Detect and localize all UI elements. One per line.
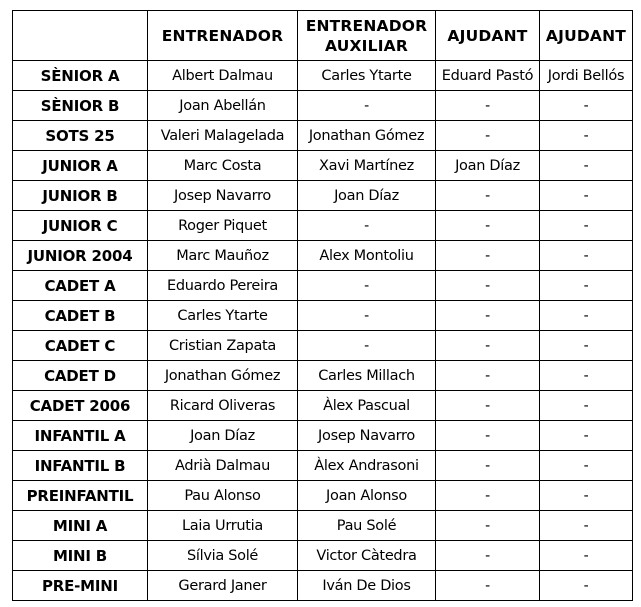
table-row	[13, 391, 633, 421]
helper-1-cell: -	[436, 181, 540, 211]
table-row	[13, 541, 633, 571]
coach-cell: Sílvia Solé	[148, 541, 298, 571]
helper-2-cell: -	[540, 421, 633, 451]
coach-cell: Joan Díaz	[148, 421, 298, 451]
coach-cell: Joan Abellán	[148, 91, 298, 121]
header-helper-2: AJUDANT	[540, 11, 633, 61]
helper-1-cell: -	[436, 541, 540, 571]
coach-cell: Carles Ytarte	[148, 301, 298, 331]
coach-cell: Josep Navarro	[148, 181, 298, 211]
team-cell: MINI A	[13, 511, 148, 541]
helper-2-cell: -	[540, 301, 633, 331]
team-cell: INFANTIL A	[13, 421, 148, 451]
helper-1-cell: -	[436, 481, 540, 511]
assistant-coach-cell: -	[298, 271, 436, 301]
table-row	[13, 211, 633, 241]
team-cell: JUNIOR B	[13, 181, 148, 211]
helper-2-cell: -	[540, 121, 633, 151]
table-row	[13, 451, 633, 481]
team-cell: JUNIOR A	[13, 151, 148, 181]
helper-2-cell: Jordi Bellós	[540, 61, 633, 91]
header-helper-1: AJUDANT	[436, 11, 540, 61]
helper-1-cell: -	[436, 361, 540, 391]
helper-1-cell: -	[436, 451, 540, 481]
helper-1-cell: -	[436, 121, 540, 151]
assistant-coach-cell: Carles Ytarte	[298, 61, 436, 91]
assistant-coach-cell: Jonathan Gómez	[298, 121, 436, 151]
helper-2-cell: -	[540, 481, 633, 511]
coach-cell: Laia Urrutia	[148, 511, 298, 541]
coach-cell: Valeri Malagelada	[148, 121, 298, 151]
header-coach: ENTRENADOR	[148, 11, 298, 61]
helper-1-cell: Joan Díaz	[436, 151, 540, 181]
table-row	[13, 361, 633, 391]
coach-cell: Pau Alonso	[148, 481, 298, 511]
team-cell: JUNIOR 2004	[13, 241, 148, 271]
helper-2-cell: -	[540, 541, 633, 571]
assistant-coach-cell: Àlex Pascual	[298, 391, 436, 421]
coach-cell: Adrià Dalmau	[148, 451, 298, 481]
helper-2-cell: -	[540, 451, 633, 481]
table-row	[13, 481, 633, 511]
table-row	[13, 301, 633, 331]
coach-cell: Eduardo Pereira	[148, 271, 298, 301]
table-row	[13, 61, 633, 91]
table-row	[13, 511, 633, 541]
helper-2-cell: -	[540, 331, 633, 361]
assistant-coach-cell: Josep Navarro	[298, 421, 436, 451]
coaches-table	[12, 10, 633, 601]
helper-1-cell: -	[436, 91, 540, 121]
assistant-coach-cell: -	[298, 211, 436, 241]
helper-1-cell: -	[436, 211, 540, 241]
helper-2-cell: -	[540, 361, 633, 391]
table-row	[13, 271, 633, 301]
team-cell: JUNIOR C	[13, 211, 148, 241]
table-row	[13, 421, 633, 451]
helper-2-cell: -	[540, 91, 633, 121]
assistant-coach-cell: Àlex Andrasoni	[298, 451, 436, 481]
helper-1-cell: -	[436, 571, 540, 601]
assistant-coach-cell: Iván De Dios	[298, 571, 436, 601]
coach-cell: Albert Dalmau	[148, 61, 298, 91]
coach-cell: Gerard Janer	[148, 571, 298, 601]
assistant-coach-cell: Joan Alonso	[298, 481, 436, 511]
team-cell: MINI B	[13, 541, 148, 571]
assistant-coach-cell: Xavi Martínez	[298, 151, 436, 181]
coach-cell: Jonathan Gómez	[148, 361, 298, 391]
table-row	[13, 121, 633, 151]
helper-1-cell: -	[436, 391, 540, 421]
team-cell: SÈNIOR A	[13, 61, 148, 91]
team-cell: INFANTIL B	[13, 451, 148, 481]
coach-cell: Marc Mauñoz	[148, 241, 298, 271]
helper-2-cell: -	[540, 181, 633, 211]
helper-1-cell: -	[436, 511, 540, 541]
table-row	[13, 91, 633, 121]
assistant-coach-cell: Joan Díaz	[298, 181, 436, 211]
helper-1-cell: -	[436, 421, 540, 451]
coach-cell: Ricard Oliveras	[148, 391, 298, 421]
table-row	[13, 181, 633, 211]
team-cell: SÈNIOR B	[13, 91, 148, 121]
coach-cell: Cristian Zapata	[148, 331, 298, 361]
assistant-coach-cell: -	[298, 301, 436, 331]
coach-cell: Roger Piquet	[148, 211, 298, 241]
helper-1-cell: Eduard Pastó	[436, 61, 540, 91]
helper-1-cell: -	[436, 271, 540, 301]
header-row	[13, 11, 633, 61]
assistant-coach-cell: -	[298, 91, 436, 121]
helper-2-cell: -	[540, 151, 633, 181]
header-assistant-coach: ENTRENADOR AUXILIAR	[298, 11, 436, 61]
team-cell: PREINFANTIL	[13, 481, 148, 511]
helper-1-cell: -	[436, 331, 540, 361]
table-row	[13, 241, 633, 271]
helper-2-cell: -	[540, 241, 633, 271]
helper-2-cell: -	[540, 511, 633, 541]
team-cell: CADET 2006	[13, 391, 148, 421]
helper-2-cell: -	[540, 571, 633, 601]
helper-1-cell: -	[436, 301, 540, 331]
team-cell: PRE-MINI	[13, 571, 148, 601]
assistant-coach-cell: Alex Montoliu	[298, 241, 436, 271]
helper-2-cell: -	[540, 211, 633, 241]
empty-corner-cell	[13, 11, 148, 61]
team-cell: CADET D	[13, 361, 148, 391]
coach-cell: Marc Costa	[148, 151, 298, 181]
helper-2-cell: -	[540, 271, 633, 301]
helper-1-cell: -	[436, 241, 540, 271]
assistant-coach-cell: -	[298, 331, 436, 361]
team-cell: SOTS 25	[13, 121, 148, 151]
table-row	[13, 331, 633, 361]
helper-2-cell: -	[540, 391, 633, 421]
team-cell: CADET C	[13, 331, 148, 361]
assistant-coach-cell: Victor Càtedra	[298, 541, 436, 571]
table-row	[13, 571, 633, 601]
team-cell: CADET A	[13, 271, 148, 301]
assistant-coach-cell: Carles Millach	[298, 361, 436, 391]
table-row	[13, 151, 633, 181]
team-cell: CADET B	[13, 301, 148, 331]
assistant-coach-cell: Pau Solé	[298, 511, 436, 541]
